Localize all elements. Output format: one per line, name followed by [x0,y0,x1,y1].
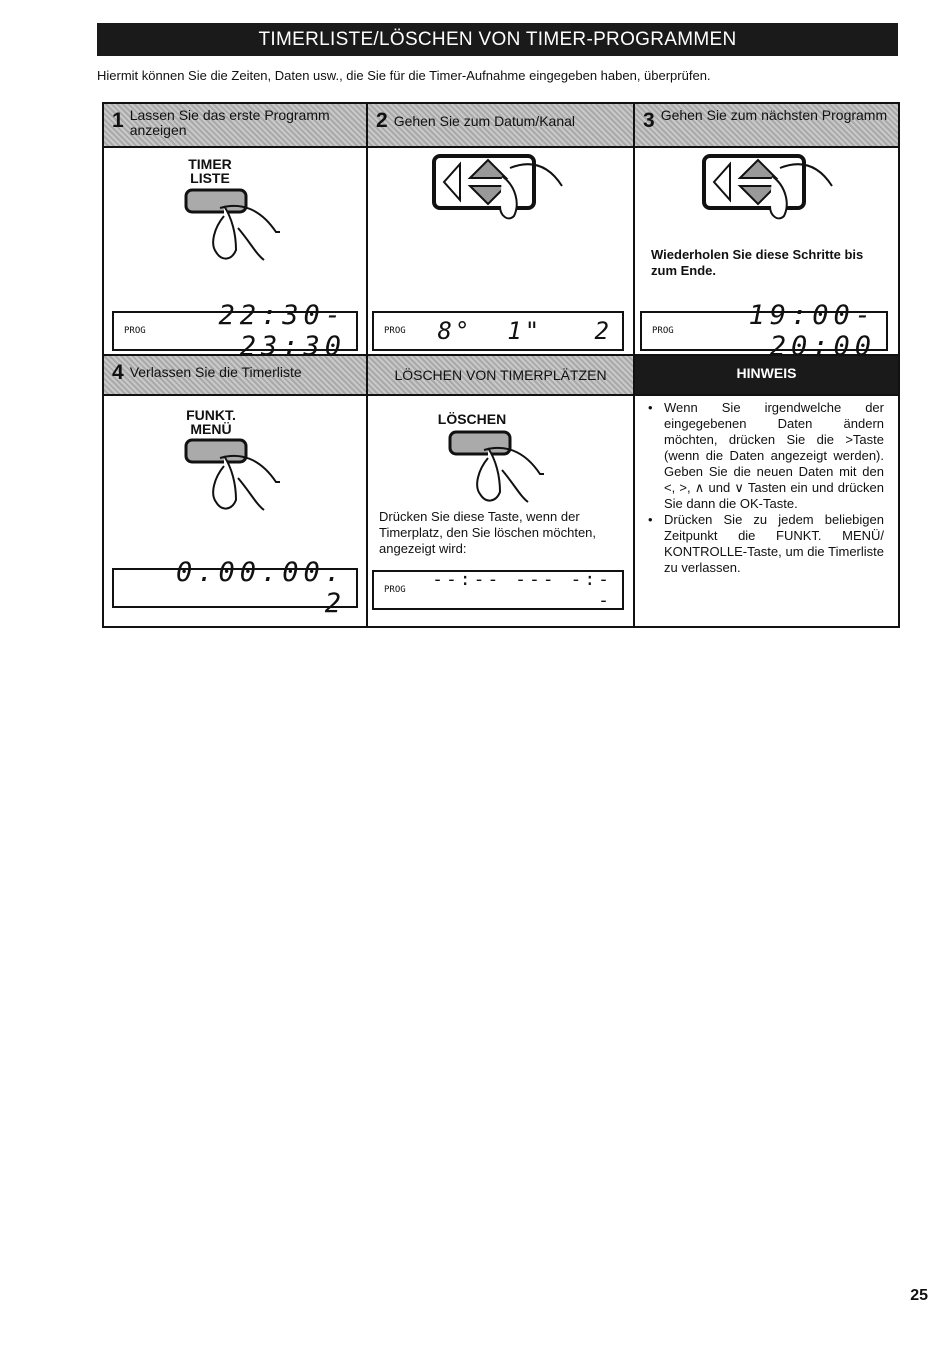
lcd-display-step-1 [112,300,358,362]
funkt-menu-label: FUNKT. MENÜ [186,407,236,437]
step-number: 3 [643,109,655,132]
lcd-display-step-4 [112,557,358,619]
lcd-display-delete [372,570,624,610]
intro-text: Hiermit können Sie die Zeiten, Daten usw., die Sie für die Timer-Aufnahme eingegeben haben, überprüfen. [97,68,711,83]
page-title: TIMERLISTE/LÖSCHEN VON TIMER-PROGRAMMEN [97,23,898,56]
arrow-keypad-icon [700,150,840,225]
page-number: 25 [910,1287,928,1304]
grid-divider [104,394,898,396]
step-text: Gehen Sie zum nächsten Programm [660,107,888,123]
step-3-note: Wiederholen Sie diese Schritte bis zum Ende. [651,247,864,278]
delete-instruction: Drücken Sie diese Taste, wenn der Timerplatz, den Sie löschen möchten, angezeigt wird: [379,509,597,556]
hinweis-heading: HINWEIS [635,356,898,394]
hand-press-button-icon [180,438,290,518]
timer-liste-label: TIMER LISTE [188,156,232,186]
lcd-display-step-3 [640,300,888,362]
lcd-digits: 0.00.00. 2 [175,557,346,619]
step-number: 2 [376,109,388,132]
hinweis-item: • Drücken Sie zu jedem beliebigen Zeitpunkt die FUNKT. MENÜ/ KONTROLLE-Taste, um die Timerliste zu verlassen. [648,512,884,576]
step-text: Lassen Sie das erste Programm anzeigen [129,107,330,138]
step-3-heading [635,104,898,146]
step-1-heading [104,104,366,146]
lcd-indicator: PROG [384,326,406,336]
step-number: 1 [112,109,124,132]
lcd-display-step-2 [372,311,624,351]
hinweis-item: • Wenn Sie irgendwelche der eingegebenen Daten ändern möchten, drücken Sie die >Taste (wenn die Daten angezeigt werden). Geben Sie die neuen Daten mit den <, >, ∧ und ∨ Tasten ein und drücken Sie dann die OK-Taste. [648,400,884,512]
lcd-digits: 22:30-23:30 [218,300,346,362]
lcd-digits: --:-- --- -:-- [432,569,612,611]
step-text: Gehen Sie zum Datum/Kanal [393,113,576,129]
lcd-digits: 19:00-20:00 [748,300,876,362]
hand-press-button-icon [180,188,290,268]
hinweis-list [648,400,884,576]
hand-press-button-icon [444,430,554,510]
lcd-digits: 8° 1" 2 [437,317,612,345]
lcd-indicator: PROG [124,326,146,336]
lcd-indicator: PROG [384,585,406,595]
grid-divider [104,146,898,148]
step-number: 4 [112,361,124,384]
lcd-indicator: PROG [652,326,674,336]
step-2-heading [368,104,633,146]
step-text: Verlassen Sie die Timerliste [129,364,302,380]
arrow-keypad-icon [430,150,570,225]
delete-heading: LÖSCHEN VON TIMERPLÄTZEN [368,356,633,394]
loeschen-label: LÖSCHEN [437,411,507,427]
